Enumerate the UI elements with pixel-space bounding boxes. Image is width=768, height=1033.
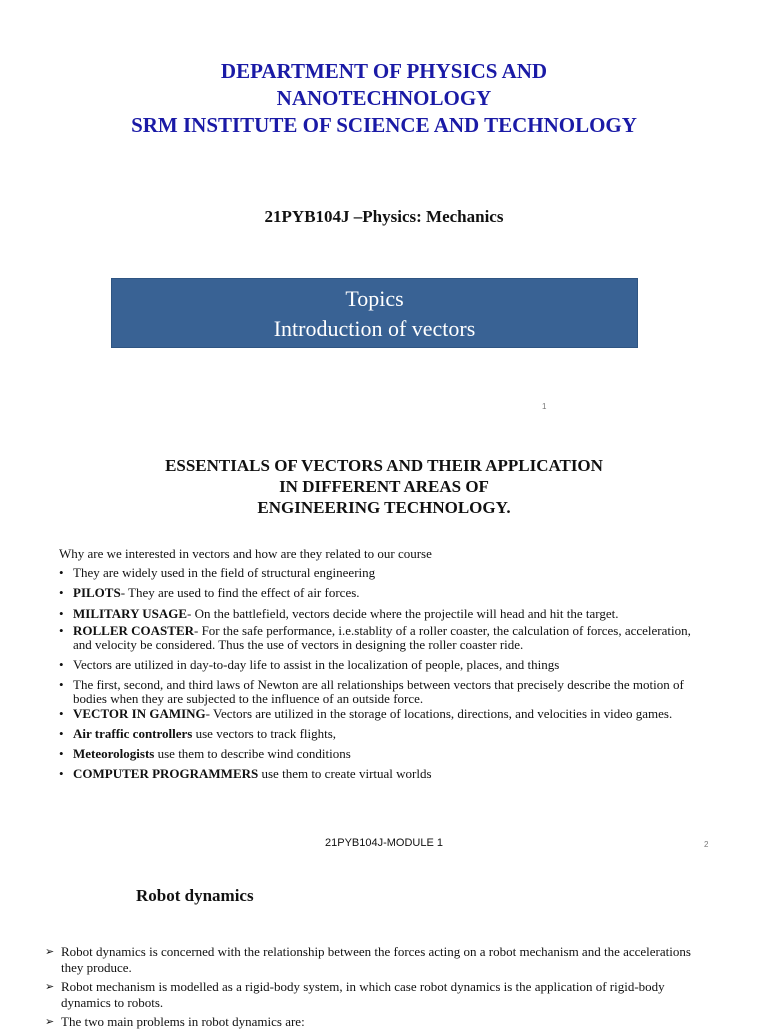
list-item: ➢ Robot dynamics is concerned with the relationship between the forces acting on a robot mechanism and the accelerations they produce. (45, 944, 705, 976)
page-number-2: 2 (704, 840, 709, 849)
slide2-title-line-3: ENGINEERING TECHNOLOGY. (257, 498, 511, 517)
list-item: • Meteorologists use them to describe wind conditions (58, 747, 698, 761)
applications-list (58, 566, 698, 781)
list-item: • COMPUTER PROGRAMMERS use them to create virtual worlds (58, 767, 698, 781)
dept-line-3: SRM INSTITUTE OF SCIENCE AND TECHNOLOGY (131, 113, 637, 137)
slide2-title-line-2: IN DIFFERENT AREAS OF (279, 477, 489, 496)
topics-heading: Topics (345, 286, 404, 311)
dept-line-2: NANOTECHNOLOGY (276, 86, 492, 110)
dept-line-1: DEPARTMENT OF PHYSICS AND (220, 59, 548, 83)
slide2-title-line-1: ESSENTIALS OF VECTORS AND THEIR APPLICATION (165, 456, 603, 475)
list-item: ➢ The two main problems in robot dynamics are: (45, 1014, 705, 1030)
intro-text: Why are we interested in vectors and how are they related to our course (59, 546, 432, 561)
topics-subject: Introduction of vectors (273, 316, 476, 341)
robot-dynamics-list (45, 944, 705, 1033)
course-title: 21PYB104J –Physics: Mechanics (264, 207, 504, 226)
list-item: ➢ Robot mechanism is modelled as a rigid-body system, in which case robot dynamics is the application of rigid-body dynamics to robots. (45, 979, 705, 1011)
list-item: • Air traffic controllers use vectors to track flights, (58, 727, 698, 741)
list-item: • They are widely used in the field of structural engineering (58, 566, 698, 580)
slide2-title (0, 455, 768, 518)
list-item: • MILITARY USAGE- On the battlefield, vectors decide where the projectile will head and hit the target. (58, 607, 698, 621)
list-item: • Vectors are utilized in day-to-day life to assist in the localization of people, places, and things (58, 658, 698, 672)
list-item: • ROLLER COASTER- For the safe performance, i.e.stablity of a roller coaster, the calculation of forces, acceleration, and velocity be considered. Thus the use of vectors in designing the roller coaster ride. (58, 624, 698, 652)
page-number-1: 1 (542, 402, 547, 411)
department-title (0, 58, 768, 139)
list-item: • PILOTS- They are used to find the effect of air forces. (58, 586, 698, 600)
topics-box (111, 278, 638, 348)
slide-footer: 21PYB104J-MODULE 1 (325, 837, 443, 849)
list-item: • VECTOR IN GAMING- Vectors are utilized in the storage of locations, directions, and velocities in video games. (58, 707, 698, 721)
list-item: • The first, second, and third laws of Newton are all relationships between vectors that precisely describe the motion of bodies when they are subjected to the influence of an outside force. (58, 678, 698, 706)
robot-dynamics-heading: Robot dynamics (136, 886, 254, 905)
